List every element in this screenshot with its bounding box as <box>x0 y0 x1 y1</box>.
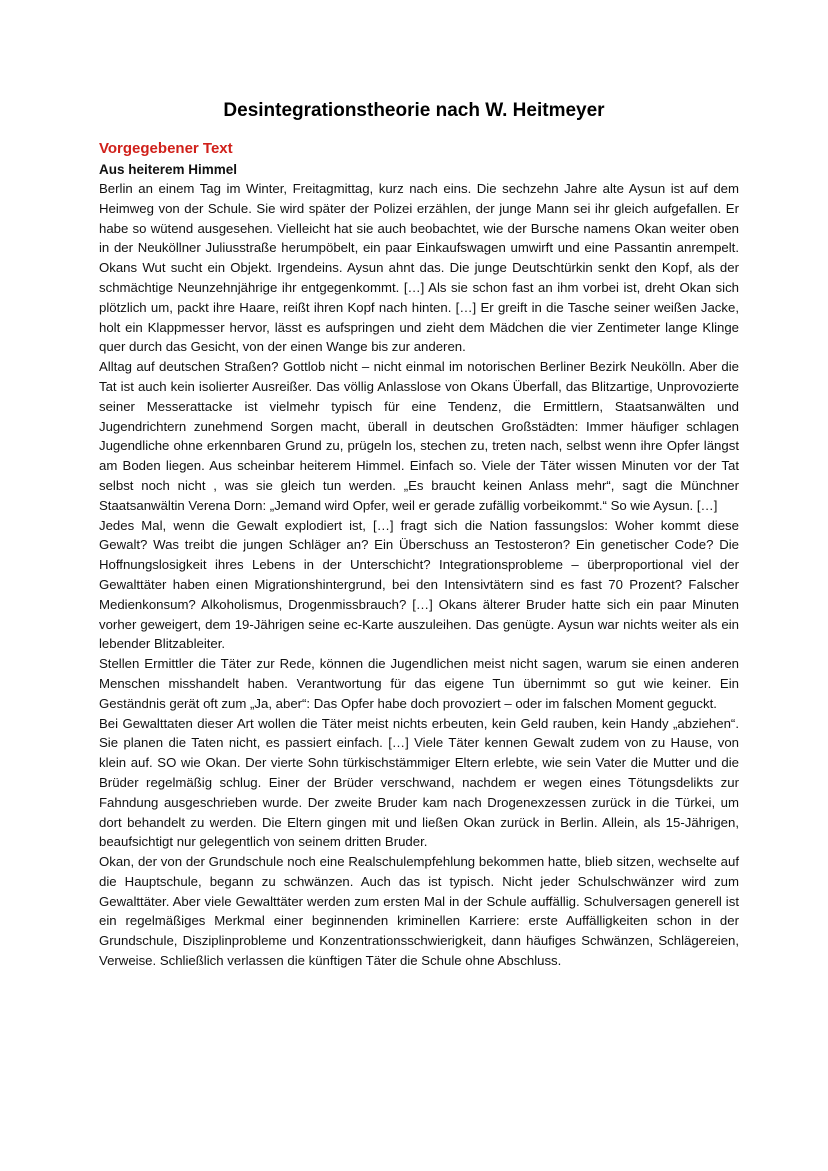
document-body <box>99 139 739 971</box>
paragraph-4: Stellen Ermittler die Täter zur Rede, können die Jugendlichen meist nicht sagen, warum sie einen anderen Menschen misshandelt haben. Verantwortung für das eigene Tun übernimmt so gut wie keiner. Ein Geständnis gerät oft zum „Ja, aber“: Das Opfer habe doch provoziert – oder im falschen Moment geguckt. <box>99 656 739 711</box>
section-heading: Vorgegebener Text <box>99 140 233 157</box>
article-subheading: Aus heiterem Himmel <box>99 162 238 177</box>
paragraph-3: Jedes Mal, wenn die Gewalt explodiert ist, […] fragt sich die Nation fassungslos: Woher kommt diese Gewalt? Was treibt die jungen Schläger an? Ein Überschuss an Testosteron? Ein genetischer Code? Die Hoffnungslosigkeit ihres Lebens in der Unterschicht? Integrationsprobleme – überproportional viel der Gewalttäter haben einen Migrationshintergrund, bei den Intensivtätern sind es fast 70 Prozent? Falscher Medienkonsum? Alkoholismus, Drogenmissbrauch? […] Okans älterer Bruder hatte sich ein paar Minuten vorher geweigert, dem 19-Jährigen seine ec-Karte auszuleihen. Das genügte. Aysun war nichts weiter als ein lebender Blitzableiter. <box>99 517 739 652</box>
document-title: Desintegrationstheorie nach W. Heitmeyer <box>223 100 605 121</box>
paragraph-6: Okan, der von der Grundschule noch eine Realschulempfehlung bekommen hatte, blieb sitzen, wechselte auf die Hauptschule, begann zu schwänzen. Auch das ist typisch. Nicht jeder Schulschwänzer wird zum Gewalttäter. Aber viele Gewalttäter werden zum ersten Mal in der Schule auffällig. Schulversagen generell ist ein regelmäßiges Merkmal einer beginnenden kriminellen Karriere: erste Auffälligkeiten schon in der Grundschule, Disziplinprobleme und Konzentrationsschwierigkeit, dann häufiges Schwänzen, Schlägereien, Verweise. Schließlich verlassen die künftigen Täter die Schule ohne Abschluss. <box>99 854 739 969</box>
paragraph-1: Berlin an einem Tag im Winter, Freitagmittag, kurz nach eins. Die sechzehn Jahre alte Aysun ist auf dem Heimweg von der Schule. Sie wird später der Polizei erzählen, der junge Mann sei ihr gleich aufgefallen. Er habe so wütend ausgesehen. Vielleicht hat sie auch beobachtet, wie der Bursche namens Okan weiter oben in der Neuköllner Juliusstraße herumpöbelt, ein paar Einkaufswagen umwirft und eine Passantin anrempelt. Okans Wut sucht ein Objekt. Irgendeins. Aysun ahnt das. Die junge Deutschtürkin senkt den Kopf, als der schmächtige Neunzehnjährige ihr entgegenkommt. […] Als sie schon fast an ihm vorbei ist, dreht Okan sich plötzlich um, packt ihre Haare, reißt ihren Kopf nach hinten. […] Er greift in die Tasche seiner weißen Jacke, holt ein Klappmesser hervor, lässt es aufspringen und zieht dem Mädchen die vier Zentimeter lange Klinge quer durch das Gesicht, von der einen Wange bis zur anderen. <box>99 181 739 355</box>
paragraph-2: Alltag auf deutschen Straßen? Gottlob nicht – nicht einmal im notorischen Berliner Bezirk Neukölln. Aber die Tat ist auch kein isolierter Ausreißer. Das völlig Anlasslose von Okans Überfall, das Blitzartige, Unprovozierte seiner Messerattacke ist vielmehr typisch für eine Tendenz, die Ermittlern, Staatsanwälten und Jugendrichtern zunehmend Sorgen macht, überall in deutschen Großstädten: Immer häufiger schlagen Jugendliche ohne erkennbaren Grund zu, prügeln los, stechen zu, treten nach, selbst wenn ihre Opfer längst am Boden liegen. Aus scheinbar heiterem Himmel. Einfach so. Viele der Täter wissen Minuten vor der Tat selbst noch nicht , was sie gleich tun werden. „Es braucht keinen Anlass mehr“, sagt die Münchner Staatsanwältin Verena Dorn: „Jemand wird Opfer, weil er gerade zufällig vorbeikommt.“ So wie Aysun. […] <box>99 359 739 513</box>
paragraph-5: Bei Gewalttaten dieser Art wollen die Täter meist nichts erbeuten, kein Geld rauben, kein Handy „abziehen“. Sie planen die Taten nicht, es passiert einfach. […] Viele Täter kennen Gewalt zudem von zu Hause, von klein auf. SO wie Okan. Der vierte Sohn türkischstämmiger Eltern erlebte, wie sein Vater die Mutter und die Brüder regelmäßig schlug. Einer der Brüder verschwand, nachdem er wegen eines Tötungsdelikts zur Fahndung ausgeschrieben wurde. Der zweite Bruder kam nach Drogenexzessen zurück in die Türkei, um dort behandelt zu werden. Die Eltern gingen mit und ließen Okan zurück in Berlin. Allein, als 15-Jährigen, beaufsichtigt nur gelegentlich von seinem dritten Bruder. <box>99 715 739 850</box>
